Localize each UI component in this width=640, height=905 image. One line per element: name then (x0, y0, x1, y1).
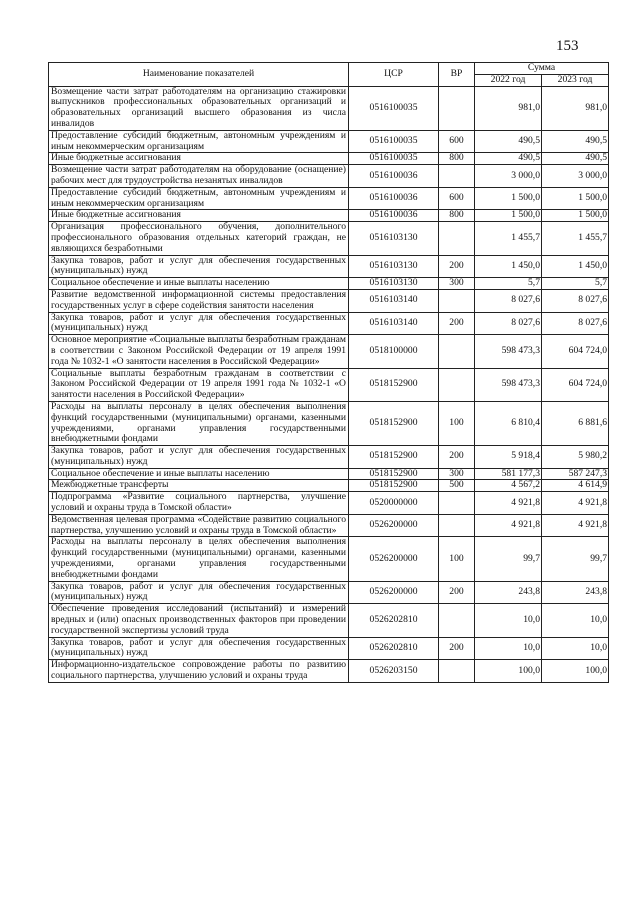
row-vr: 300 (439, 278, 475, 290)
row-vr: 600 (439, 130, 475, 153)
row-amount-2022: 490,5 (475, 153, 542, 165)
row-vr: 200 (439, 581, 475, 604)
row-name: Закупка товаров, работ и услуг для обеспечения государственных (муниципальных) нужд (49, 446, 349, 469)
row-name: Закупка товаров, работ и услуг для обеспечения государственных (муниципальных) нужд (49, 312, 349, 335)
row-csr: 0516103140 (349, 312, 439, 335)
row-name: Социальное обеспечение и иные выплаты населению (49, 468, 349, 480)
row-name: Межбюджетные трансферты (49, 480, 349, 492)
table-row (49, 480, 609, 492)
row-csr: 0516103130 (349, 278, 439, 290)
table-body (49, 86, 609, 682)
row-amount-2022: 1 450,0 (475, 255, 542, 278)
row-amount-2023: 1 455,7 (542, 222, 609, 255)
table-row (49, 604, 609, 637)
row-amount-2022: 8 027,6 (475, 289, 542, 312)
table-row (49, 446, 609, 469)
row-csr: 0526200000 (349, 581, 439, 604)
table-row (49, 581, 609, 604)
row-csr: 0526202810 (349, 637, 439, 660)
row-amount-2022: 4 567,2 (475, 480, 542, 492)
row-csr: 0518100000 (349, 335, 439, 368)
header-vr: ВР (439, 63, 475, 87)
row-name: Организация профессионального обучения, дополнительного профессионального образования отдельных категорий граждан, не являющихся безработными (49, 222, 349, 255)
row-csr: 0516100035 (349, 130, 439, 153)
row-amount-2023: 6 881,6 (542, 401, 609, 445)
row-vr: 800 (439, 210, 475, 222)
row-amount-2023: 100,0 (542, 660, 609, 683)
table-row (49, 492, 609, 515)
row-amount-2023: 5,7 (542, 278, 609, 290)
row-name: Социальные выплаты безработным гражданам в соответствии с Законом Российской Федерации от 19 апреля 1991 года № 1032-1 «О занятости населения в Российской Федерации» (49, 368, 349, 401)
row-name: Возмещение части затрат работодателям на организацию стажировки выпускников профессиональных образовательных организаций и образовательных организаций высшего образования из числа инвалидов (49, 86, 349, 130)
row-name: Иные бюджетные ассигнования (49, 210, 349, 222)
row-amount-2023: 1 500,0 (542, 210, 609, 222)
table-row (49, 289, 609, 312)
row-vr: 500 (439, 480, 475, 492)
row-amount-2023: 10,0 (542, 637, 609, 660)
row-vr: 100 (439, 401, 475, 445)
row-name: Предоставление субсидий бюджетным, автономным учреждениям и иным некоммерческим организациям (49, 187, 349, 210)
row-csr: 0516103130 (349, 255, 439, 278)
row-amount-2022: 490,5 (475, 130, 542, 153)
table-row (49, 514, 609, 537)
table-row (49, 401, 609, 445)
row-vr (439, 368, 475, 401)
table-row (49, 637, 609, 660)
row-vr (439, 335, 475, 368)
table-row (49, 335, 609, 368)
table-row (49, 153, 609, 165)
budget-table (48, 62, 609, 683)
row-amount-2023: 5 980,2 (542, 446, 609, 469)
row-amount-2023: 243,8 (542, 581, 609, 604)
row-csr: 0518152900 (349, 468, 439, 480)
row-amount-2023: 99,7 (542, 537, 609, 581)
row-amount-2022: 598 473,3 (475, 335, 542, 368)
row-vr: 200 (439, 255, 475, 278)
row-amount-2022: 4 921,8 (475, 514, 542, 537)
table-row (49, 165, 609, 188)
row-vr: 200 (439, 637, 475, 660)
header-csr: ЦСР (349, 63, 439, 87)
row-amount-2023: 4 921,8 (542, 492, 609, 515)
row-name: Информационно-издательское сопровождение работы по развитию социального партнерства, улучшению условий и охраны труда (49, 660, 349, 683)
row-amount-2023: 1 450,0 (542, 255, 609, 278)
row-amount-2023: 8 027,6 (542, 289, 609, 312)
row-name: Социальное обеспечение и иные выплаты населению (49, 278, 349, 290)
header-year-2023: 2023 год (542, 74, 609, 86)
row-vr: 600 (439, 187, 475, 210)
row-vr: 800 (439, 153, 475, 165)
row-amount-2023: 4 614,9 (542, 480, 609, 492)
row-amount-2023: 604 724,0 (542, 368, 609, 401)
table-row (49, 222, 609, 255)
row-csr: 0526203150 (349, 660, 439, 683)
table-header (49, 63, 609, 87)
row-amount-2022: 598 473,3 (475, 368, 542, 401)
row-amount-2023: 8 027,6 (542, 312, 609, 335)
row-name: Расходы на выплаты персоналу в целях обеспечения выполнения функций государственными (муниципальными) органами, казенными учреждениями, органами управления государственными внебюджетными фондами (49, 537, 349, 581)
table-row (49, 210, 609, 222)
row-vr (439, 492, 475, 515)
row-csr: 0516100036 (349, 210, 439, 222)
row-vr: 200 (439, 446, 475, 469)
row-amount-2022: 99,7 (475, 537, 542, 581)
row-amount-2023: 490,5 (542, 153, 609, 165)
row-csr: 0518152900 (349, 368, 439, 401)
row-amount-2022: 4 921,8 (475, 492, 542, 515)
row-vr (439, 222, 475, 255)
table-row (49, 187, 609, 210)
row-csr: 0516100036 (349, 187, 439, 210)
row-name: Закупка товаров, работ и услуг для обеспечения государственных (муниципальных) нужд (49, 581, 349, 604)
row-csr: 0526200000 (349, 537, 439, 581)
table-row (49, 660, 609, 683)
row-amount-2023: 587 247,3 (542, 468, 609, 480)
row-amount-2023: 1 500,0 (542, 187, 609, 210)
table-row (49, 130, 609, 153)
row-amount-2022: 10,0 (475, 637, 542, 660)
header-year-2022: 2022 год (475, 74, 542, 86)
row-csr: 0520000000 (349, 492, 439, 515)
table-row (49, 368, 609, 401)
row-name: Предоставление субсидий бюджетным, автономным учреждениям и иным некоммерческим организациям (49, 130, 349, 153)
row-amount-2022: 1 500,0 (475, 187, 542, 210)
row-name: Иные бюджетные ассигнования (49, 153, 349, 165)
row-amount-2022: 8 027,6 (475, 312, 542, 335)
row-csr: 0516100035 (349, 86, 439, 130)
row-amount-2022: 243,8 (475, 581, 542, 604)
table-row (49, 86, 609, 130)
row-vr (439, 660, 475, 683)
row-amount-2022: 5 918,4 (475, 446, 542, 469)
row-name: Подпрограмма «Развитие социального партнерства, улучшение условий и охраны труда в Томской области» (49, 492, 349, 515)
row-amount-2022: 981,0 (475, 86, 542, 130)
row-name: Основное мероприятие «Социальные выплаты безработным гражданам в соответствии с Законом Российской Федерации от 19 апреля 1991 года № 1032-1 «О занятости населения в Российской Федерации» (49, 335, 349, 368)
row-amount-2022: 5,7 (475, 278, 542, 290)
row-name: Ведомственная целевая программа «Содействие развитию социального партнерства, улучшению условий и охраны труда в Томской области» (49, 514, 349, 537)
row-csr: 0516100035 (349, 153, 439, 165)
row-vr (439, 604, 475, 637)
row-vr (439, 289, 475, 312)
row-csr: 0516103140 (349, 289, 439, 312)
row-amount-2023: 981,0 (542, 86, 609, 130)
row-vr (439, 514, 475, 537)
row-name: Обеспечение проведения исследований (испытаний) и измерений вредных и (или) опасных производственных факторов при проведении государственной экспертизы условий труда (49, 604, 349, 637)
row-name: Возмещение части затрат работодателям на оборудование (оснащение) рабочих мест для трудоустройства незанятых инвалидов (49, 165, 349, 188)
table-row (49, 278, 609, 290)
row-csr: 0516100036 (349, 165, 439, 188)
row-amount-2022: 1 500,0 (475, 210, 542, 222)
row-csr: 0526200000 (349, 514, 439, 537)
row-vr: 100 (439, 537, 475, 581)
row-amount-2023: 3 000,0 (542, 165, 609, 188)
row-csr: 0518152900 (349, 446, 439, 469)
table-row (49, 537, 609, 581)
row-amount-2022: 100,0 (475, 660, 542, 683)
row-name: Закупка товаров, работ и услуг для обеспечения государственных (муниципальных) нужд (49, 255, 349, 278)
row-amount-2023: 490,5 (542, 130, 609, 153)
row-csr: 0516103130 (349, 222, 439, 255)
table-row (49, 312, 609, 335)
row-amount-2022: 6 810,4 (475, 401, 542, 445)
row-name: Расходы на выплаты персоналу в целях обеспечения выполнения функций государственными (муниципальными) органами, казенными учреждениями, органами управления государственными внебюджетными фондами (49, 401, 349, 445)
row-name: Закупка товаров, работ и услуг для обеспечения государственных (муниципальных) нужд (49, 637, 349, 660)
row-amount-2022: 1 455,7 (475, 222, 542, 255)
row-csr: 0526202810 (349, 604, 439, 637)
row-amount-2023: 604 724,0 (542, 335, 609, 368)
row-csr: 0518152900 (349, 401, 439, 445)
row-amount-2022: 10,0 (475, 604, 542, 637)
row-name: Развитие ведомственной информационной системы предоставления государственных услуг в сфере содействия занятости населения (49, 289, 349, 312)
row-amount-2022: 581 177,3 (475, 468, 542, 480)
header-sum: Сумма (475, 63, 609, 75)
row-amount-2022: 3 000,0 (475, 165, 542, 188)
row-amount-2023: 10,0 (542, 604, 609, 637)
row-vr: 300 (439, 468, 475, 480)
row-vr (439, 86, 475, 130)
row-vr: 200 (439, 312, 475, 335)
row-csr: 0518152900 (349, 480, 439, 492)
row-vr (439, 165, 475, 188)
header-name: Наименование показателей (49, 63, 349, 87)
table-row (49, 255, 609, 278)
row-amount-2023: 4 921,8 (542, 514, 609, 537)
page-number: 153 (556, 38, 579, 54)
table-row (49, 468, 609, 480)
